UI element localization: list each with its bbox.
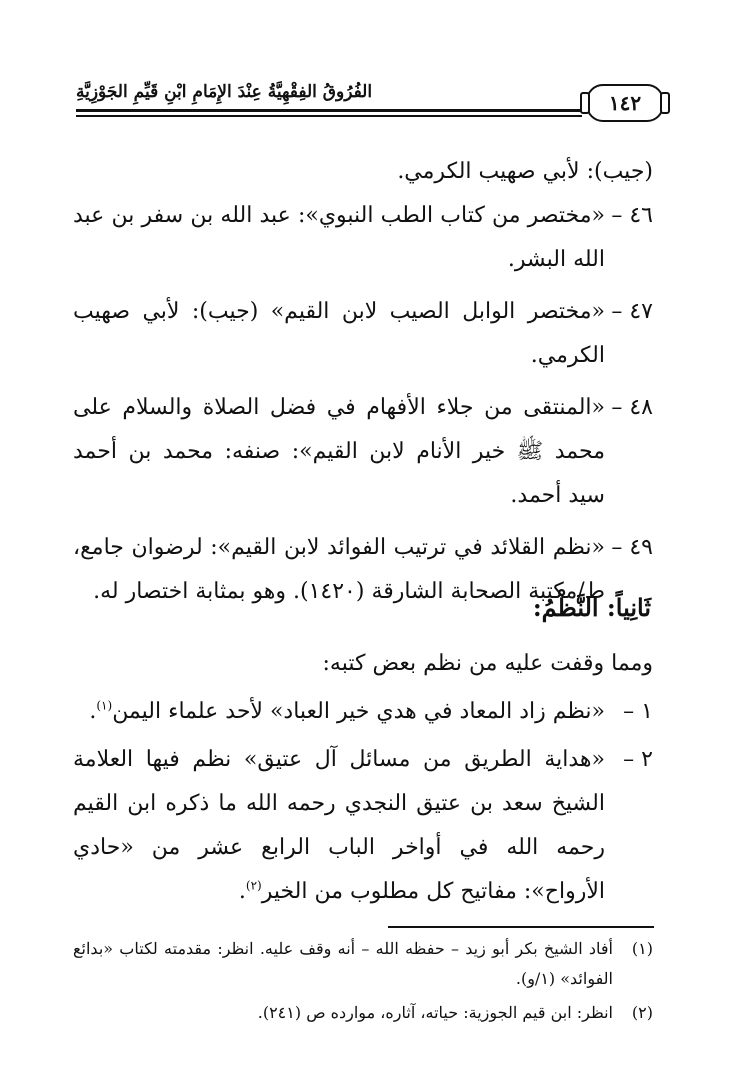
footnote-ref: (١) bbox=[96, 698, 113, 713]
entry-number: ٤٦ – bbox=[611, 203, 653, 228]
entry-text: «مختصر الوابل الصيب لابن القيم» (جيب): لأبي صهيب الكرمي. bbox=[73, 299, 605, 368]
footnote-number: (١) bbox=[631, 939, 653, 958]
entry-48 bbox=[73, 386, 653, 518]
page-header bbox=[76, 76, 664, 126]
entry-number: ٤٩ – bbox=[611, 535, 653, 560]
item-text: «هداية الطريق من مسائل آل عتيق» نظم فيها العلامة الشيخ سعد بن عتيق النجدي رحمه الله ما ذكره ابن القيم رحمه الله في أواخر الباب الرابع عشر من «حادي الأرواح»: مفاتيح كل مطلوب من الخير bbox=[73, 747, 605, 904]
header-rule-thick bbox=[76, 109, 582, 112]
footnote-separator bbox=[388, 926, 654, 928]
entry-number: ٤٨ – bbox=[611, 395, 653, 420]
entry-number: ٤٧ – bbox=[611, 299, 653, 324]
continuation-line: (جيب): لأبي صهيب الكرمي. bbox=[397, 159, 653, 184]
item-number: ٢ – bbox=[623, 747, 653, 772]
page-number: ١٤٢ bbox=[608, 91, 642, 115]
nazm-item-1 bbox=[73, 690, 653, 734]
nazm-list bbox=[73, 642, 653, 914]
entry-text: «مختصر من كتاب الطب النبوي»: عبد الله بن سفر بن عبد الله البشر. bbox=[73, 203, 605, 272]
item-text: «نظم زاد المعاد في هدي خير العباد» لأحد علماء اليمن bbox=[112, 699, 605, 724]
intro-line: ومما وقفت عليه من نظم بعض كتبه: bbox=[322, 651, 653, 676]
entries-list bbox=[73, 150, 653, 614]
item-number: ١ – bbox=[623, 699, 653, 724]
nazm-item-2 bbox=[73, 738, 653, 914]
entry-text: «نظم القلائد في ترتيب الفوائد لابن القيم»: لرضوان جامع، ط/مكتبة الصحابة الشارقة (١٤٢٠). وهو بمثابة اختصار له. bbox=[73, 535, 605, 604]
footnote-ref: (٢) bbox=[245, 878, 262, 893]
footnote-text: أفاد الشيخ بكر أبو زيد – حفظه الله – أنه وقف عليه. انظر: مقدمته لكتاب «بدائع الفوائد» (١/و). bbox=[73, 939, 613, 988]
page-number-frame bbox=[586, 84, 664, 122]
footnotes bbox=[73, 934, 653, 1028]
entry-text: «المنتقى من جلاء الأفهام في فضل الصلاة والسلام على محمد ﷺ خير الأنام لابن القيم»: صنفه: محمد بن أحمد سيد أحمد. bbox=[73, 395, 605, 508]
entry-46 bbox=[73, 194, 653, 282]
running-title: الفُرُوقُ الفِقْهِيَّةُ عِنْدَ الإِمَامِ ابْنِ قَيِّمِ الجَوْزِيَّةِ bbox=[76, 82, 373, 102]
footnote-text: انظر: ابن قيم الجوزية: حياته، آثاره، موارده ص (٢٤١). bbox=[257, 1003, 613, 1022]
item-tail: . bbox=[89, 699, 97, 724]
footnote-number: (٢) bbox=[631, 1003, 653, 1022]
entry-47 bbox=[73, 290, 653, 378]
item-tail: . bbox=[238, 879, 246, 904]
footnote-1 bbox=[73, 934, 653, 994]
footnote-2 bbox=[73, 998, 653, 1028]
header-rule-thin bbox=[76, 115, 582, 117]
section-heading: ثَانِياً: النَّظْمُ: bbox=[532, 593, 651, 622]
